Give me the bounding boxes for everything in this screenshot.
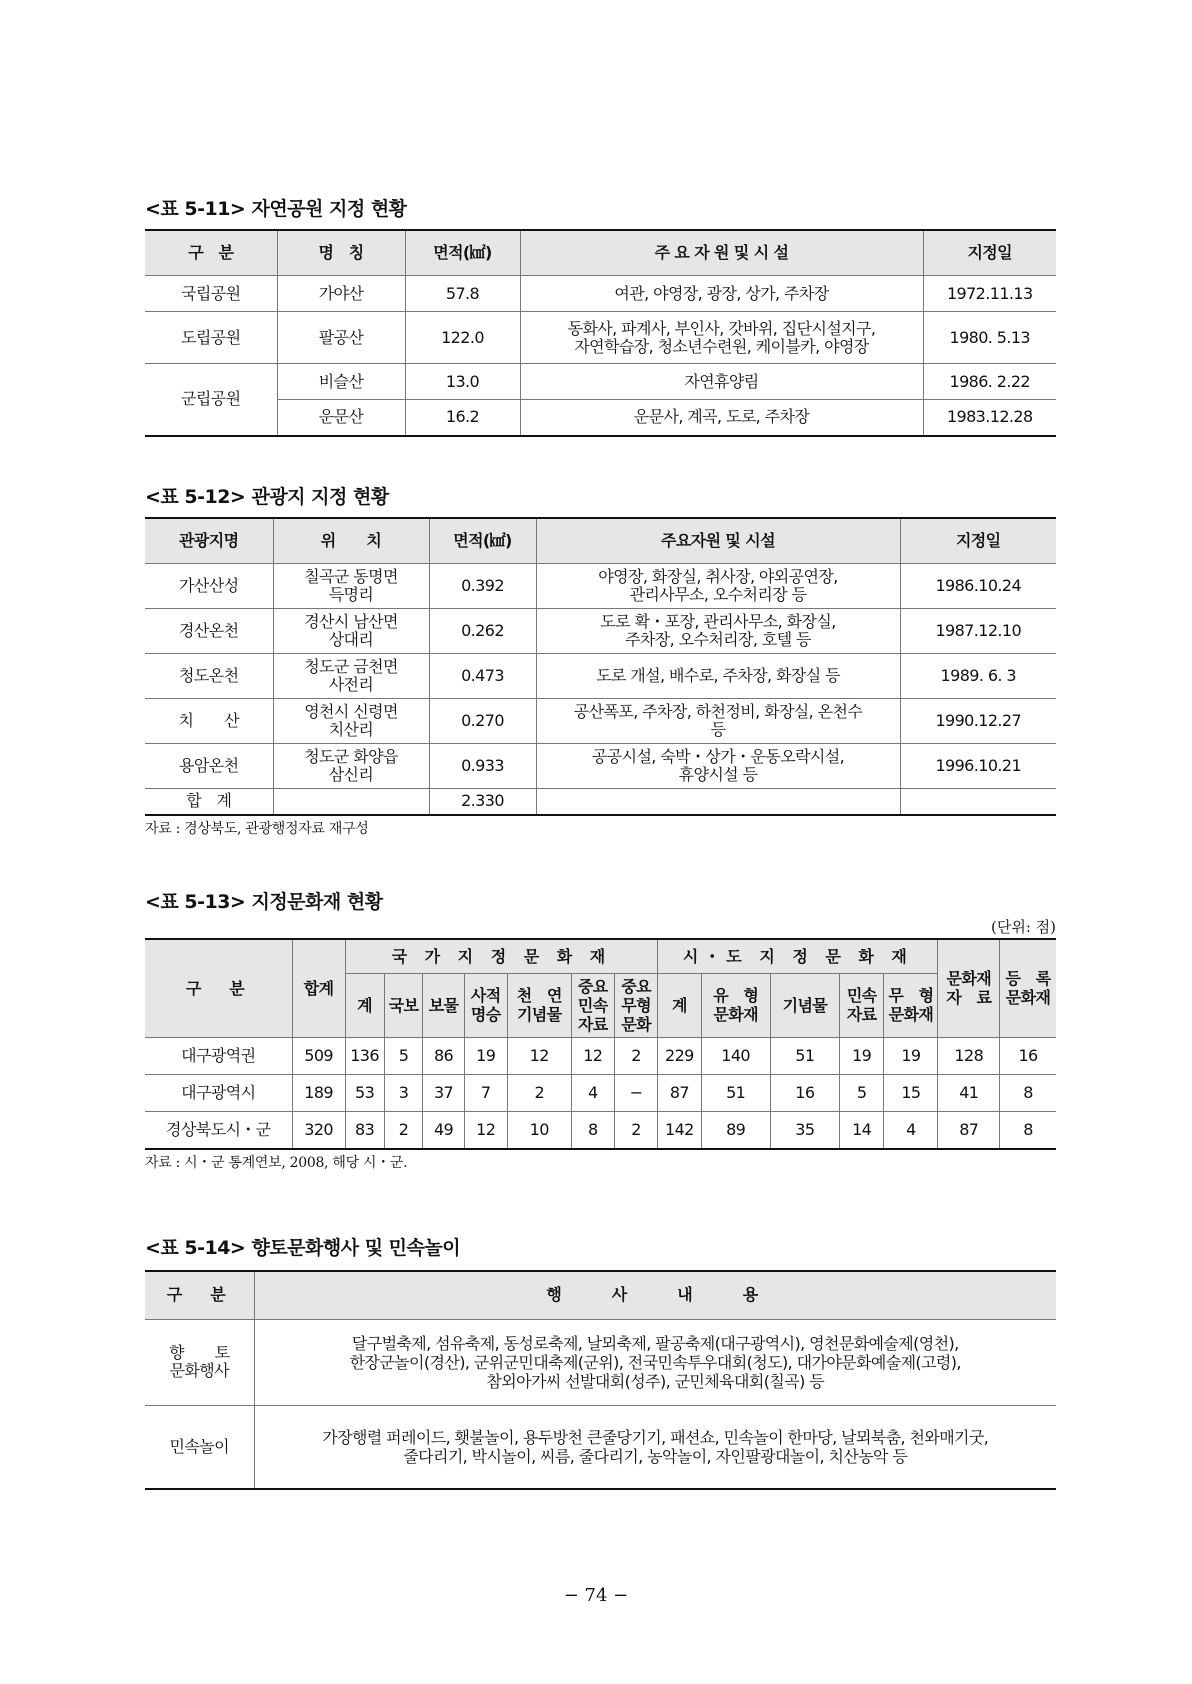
site-area: 0.473 (429, 654, 536, 699)
site-area: 0.270 (429, 699, 536, 744)
header-area: 면적(㎢) (405, 230, 520, 276)
park-area: 16.2 (405, 400, 520, 436)
location-line: 사전리 (328, 675, 374, 694)
location-line: 상대리 (328, 630, 374, 649)
table-5-14-caption: <표 5-14> 향토문화행사 및 민속놀이 (145, 1237, 461, 1259)
site-area: 0.933 (429, 744, 536, 789)
value-cell: 51 (770, 1037, 839, 1074)
facility-line: 등 (710, 720, 726, 739)
header-national-heritage: 국 가 지 정 문 화 재 (345, 939, 658, 973)
location-line: 삼신리 (328, 765, 374, 784)
table-header-row (145, 230, 1056, 276)
site-name: 용암온천 (145, 744, 273, 789)
facility-line: 휴양시설 등 (678, 765, 758, 784)
table-row (145, 564, 1056, 609)
site-facilities: 도로 개설, 배수로, 주차장, 화장실 등 (536, 654, 900, 699)
header-important-folk: 중요 민속 자료 (571, 973, 614, 1037)
content-line: 한장군놀이(경산), 군위군민대축제(군위), 전국민속투우대회(청도), 대가야문화예술제(고령), (349, 1352, 961, 1372)
table-header-row (145, 939, 1056, 973)
value-cell: 128 (938, 1037, 1000, 1074)
value-cell: 53 (345, 1074, 384, 1111)
facility-line: 동화사, 파계사, 부인사, 갓바위, 집단시설지구, (567, 318, 876, 338)
header-important-intangible: 중요 무형 문화 (614, 973, 657, 1037)
table-5-12-section (145, 483, 1056, 838)
site-name: 청도온천 (145, 654, 273, 699)
header-location: 위 치 (273, 518, 429, 564)
header-area: 면적(㎢) (429, 518, 536, 564)
content-line: 달구벌축제, 섬유축제, 동성로축제, 날뫼축제, 팔공축제(대구광역시), 영천문화예술제(영천), (351, 1333, 959, 1353)
value-cell: 14 (840, 1111, 884, 1149)
content-line: 가장행렬 퍼레이드, 횃불놀이, 용두방천 큰줄당기기, 패션쇼, 민속놀이 한마당, 날뫼북춤, 천와매기굿, (322, 1427, 989, 1447)
event-content (254, 1319, 1056, 1405)
value-cell: 15 (884, 1074, 938, 1111)
tourist-site-table (145, 517, 1056, 816)
header-sajeok: 사적 명승 (464, 973, 507, 1037)
natural-park-table (145, 229, 1056, 437)
value-cell: 10 (507, 1111, 571, 1149)
region-name: 대구광역시 (145, 1074, 292, 1111)
table-row (145, 609, 1056, 654)
table-row (145, 1111, 1056, 1149)
park-facilities: 여관, 야영장, 광장, 상가, 주차장 (520, 276, 923, 312)
value-cell: 12 (571, 1037, 614, 1074)
park-category: 국립공원 (145, 276, 277, 312)
table-5-12-source: 자료 : 경상북도, 관광행정자료 재구성 (145, 820, 369, 837)
value-cell: 16 (770, 1074, 839, 1111)
total-location (273, 789, 429, 815)
header-category: 구 분 (145, 939, 292, 1037)
value-cell: 86 (423, 1037, 464, 1074)
site-location (273, 609, 429, 654)
value-cell: 89 (701, 1111, 770, 1149)
site-location (273, 699, 429, 744)
total-date (900, 789, 1056, 815)
park-facilities: 자연휴양림 (520, 364, 923, 400)
header-bomul: 보물 (423, 973, 464, 1037)
value-cell: 2 (614, 1111, 657, 1149)
table-row (145, 1074, 1056, 1111)
park-name: 비슬산 (277, 364, 405, 400)
value-cell: 509 (292, 1037, 345, 1074)
table-5-11-caption: <표 5-11> 자연공원 지정 현황 (145, 198, 407, 220)
content-line: 줄다리기, 박시놀이, 씨름, 줄다리기, 농악놀이, 자인팔광대놀이, 치산농악 등 (403, 1446, 908, 1466)
header-city-heritage: 시・도 지 정 문 화 재 (658, 939, 938, 973)
value-cell: 2 (507, 1074, 571, 1111)
table-5-14-section (145, 1234, 1056, 1490)
site-date: 1989. 6. 3 (900, 654, 1056, 699)
park-category: 도립공원 (145, 312, 277, 364)
site-area: 0.392 (429, 564, 536, 609)
site-name: 치 산 (145, 699, 273, 744)
total-row (145, 789, 1056, 815)
header-registered: 등 록 문화재 (1000, 939, 1056, 1037)
header-monument: 기념물 (770, 973, 839, 1037)
site-date: 1990.12.27 (900, 699, 1056, 744)
header-site-name: 관광지명 (145, 518, 273, 564)
table-row (145, 1037, 1056, 1074)
park-area: 57.8 (405, 276, 520, 312)
park-date: 1986. 2.22 (923, 364, 1056, 400)
region-name: 경상북도시・군 (145, 1111, 292, 1149)
header-category: 구 분 (145, 230, 277, 276)
value-cell: − (614, 1074, 657, 1111)
facility-line: 공공시설, 숙박・상가・운동오락시설, (591, 747, 845, 766)
value-cell: 142 (658, 1111, 701, 1149)
park-date: 1983.12.28 (923, 400, 1056, 436)
value-cell: 5 (840, 1074, 884, 1111)
site-facilities (536, 744, 900, 789)
header-name: 명 칭 (277, 230, 405, 276)
facility-line: 공산폭포, 주차장, 하천정비, 화장실, 온천수 (573, 702, 863, 721)
value-cell: 12 (507, 1037, 571, 1074)
value-cell: 19 (884, 1037, 938, 1074)
header-total: 합계 (292, 939, 345, 1037)
value-cell: 140 (701, 1037, 770, 1074)
park-facilities (520, 312, 923, 364)
location-line: 치산리 (328, 720, 374, 739)
value-cell: 19 (464, 1037, 507, 1074)
value-cell: 5 (384, 1037, 423, 1074)
site-facilities (536, 699, 900, 744)
site-name: 가산산성 (145, 564, 273, 609)
facility-line: 자연학습장, 청소년수련원, 케이블카, 야영장 (574, 336, 869, 356)
unit-label: (단위: 점) (991, 918, 1056, 936)
facility-line: 관리사무소, 오수처리장 등 (629, 585, 807, 604)
table-header-row (145, 1271, 1056, 1319)
table-5-11-section (145, 195, 1056, 437)
value-cell: 37 (423, 1074, 464, 1111)
value-cell: 41 (938, 1074, 1000, 1111)
header-category: 구 분 (145, 1271, 254, 1319)
site-name: 경산온천 (145, 609, 273, 654)
value-cell: 2 (614, 1037, 657, 1074)
value-cell: 229 (658, 1037, 701, 1074)
site-location (273, 564, 429, 609)
value-cell: 16 (1000, 1037, 1056, 1074)
header-gukbo: 국보 (384, 973, 423, 1037)
value-cell: 35 (770, 1111, 839, 1149)
park-area: 122.0 (405, 312, 520, 364)
site-facilities (536, 609, 900, 654)
table-row (145, 699, 1056, 744)
region-name: 대구광역권 (145, 1037, 292, 1074)
header-cheonyeon: 천 연 기념물 (507, 973, 571, 1037)
value-cell: 8 (1000, 1074, 1056, 1111)
header-cultural-material: 문화재 자 료 (938, 939, 1000, 1037)
location-line: 청도군 화양읍 (304, 747, 398, 766)
table-header-row (145, 518, 1056, 564)
site-location (273, 654, 429, 699)
park-name: 가야산 (277, 276, 405, 312)
header-city-sum: 계 (658, 973, 701, 1037)
park-name: 운문산 (277, 400, 405, 436)
site-date: 1996.10.21 (900, 744, 1056, 789)
facility-line: 야영장, 화장실, 취사장, 야외공연장, (598, 567, 838, 586)
location-line: 득명리 (328, 585, 374, 604)
table-row (145, 400, 1056, 436)
value-cell: 8 (1000, 1111, 1056, 1149)
park-name: 팔공산 (277, 312, 405, 364)
value-cell: 87 (658, 1074, 701, 1111)
park-date: 1980. 5.13 (923, 312, 1056, 364)
table-5-13-caption: <표 5-13> 지정문화재 현황 (145, 891, 383, 913)
table-row (145, 312, 1056, 364)
facility-line: 도로 확・포장, 관리사무소, 화장실, (600, 612, 836, 631)
site-area: 0.262 (429, 609, 536, 654)
value-cell: 189 (292, 1074, 345, 1111)
location-line: 영천시 신령면 (304, 702, 398, 721)
value-cell: 8 (571, 1111, 614, 1149)
table-row (145, 1319, 1056, 1405)
row-label-folk-games: 민속놀이 (145, 1405, 254, 1489)
header-date: 지정일 (923, 230, 1056, 276)
value-cell: 51 (701, 1074, 770, 1111)
content-line: 참외아가씨 선발대회(성주), 군민체육대회(칠곡) 등 (486, 1371, 825, 1391)
total-facilities (536, 789, 900, 815)
header-facilities: 주 요 자 원 및 시 설 (520, 230, 923, 276)
total-label: 합 계 (145, 789, 273, 815)
header-tangible: 유 형 문화재 (701, 973, 770, 1037)
table-5-12-caption: <표 5-12> 관광지 지정 현황 (145, 486, 389, 508)
header-event-content: 행 사 내 용 (254, 1271, 1056, 1319)
folk-events-table (145, 1270, 1056, 1490)
value-cell: 12 (464, 1111, 507, 1149)
value-cell: 4 (884, 1111, 938, 1149)
label-line: 문화행사 (169, 1361, 229, 1380)
header-facilities: 주요자원 및 시설 (536, 518, 900, 564)
location-line: 경산시 남산면 (304, 612, 398, 631)
site-date: 1987.12.10 (900, 609, 1056, 654)
value-cell: 7 (464, 1074, 507, 1111)
table-5-13-source: 자료 : 시・군 통계연보, 2008, 해당 시・군. (145, 1154, 408, 1171)
header-date: 지정일 (900, 518, 1056, 564)
value-cell: 136 (345, 1037, 384, 1074)
value-cell: 19 (840, 1037, 884, 1074)
park-category: 군립공원 (145, 364, 277, 436)
table-row (145, 744, 1056, 789)
table-row (145, 1405, 1056, 1489)
label-line: 향 토 (168, 1343, 230, 1362)
site-location (273, 744, 429, 789)
site-facilities (536, 564, 900, 609)
park-facilities: 운문사, 계곡, 도로, 주차장 (520, 400, 923, 436)
table-row (145, 654, 1056, 699)
park-date: 1972.11.13 (923, 276, 1056, 312)
value-cell: 2 (384, 1111, 423, 1149)
site-date: 1986.10.24 (900, 564, 1056, 609)
page-number: − 74 − (563, 1585, 629, 1606)
header-national-sum: 계 (345, 973, 384, 1037)
header-folk: 민속 자료 (840, 973, 884, 1037)
event-content (254, 1405, 1056, 1489)
location-line: 칠곡군 동명면 (304, 567, 398, 586)
value-cell: 320 (292, 1111, 345, 1149)
location-line: 청도군 금천면 (304, 657, 398, 676)
header-intangible: 무 형 문화재 (884, 973, 938, 1037)
value-cell: 83 (345, 1111, 384, 1149)
cultural-heritage-table (145, 938, 1056, 1150)
value-cell: 87 (938, 1111, 1000, 1149)
park-area: 13.0 (405, 364, 520, 400)
facility-line: 주차장, 오수처리장, 호텔 등 (625, 630, 811, 649)
value-cell: 3 (384, 1074, 423, 1111)
total-area: 2.330 (429, 789, 536, 815)
table-row (145, 276, 1056, 312)
table-5-13-section (145, 888, 1056, 1172)
table-row (145, 364, 1056, 400)
value-cell: 49 (423, 1111, 464, 1149)
value-cell: 4 (571, 1074, 614, 1111)
row-label-folk-culture-events (145, 1319, 254, 1405)
